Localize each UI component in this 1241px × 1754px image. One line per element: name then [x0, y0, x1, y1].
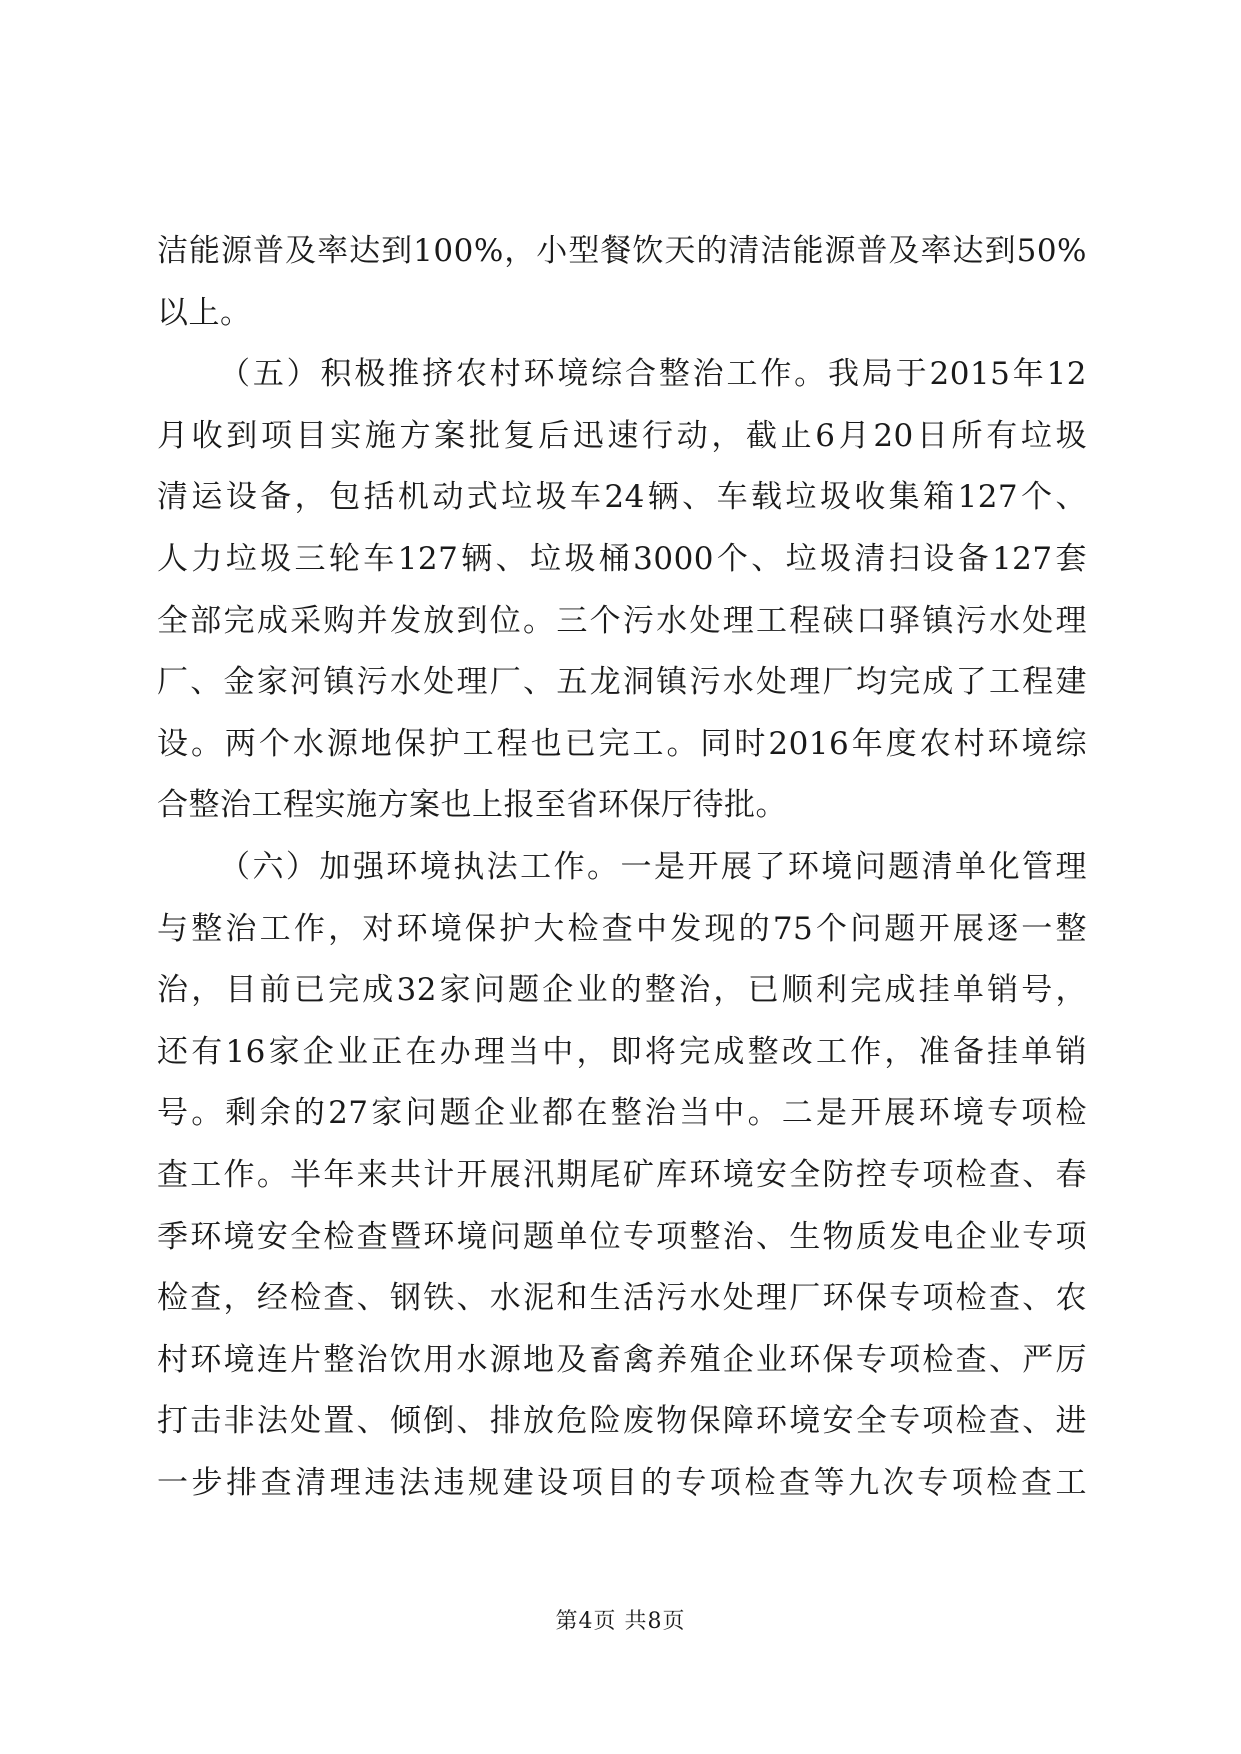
text-line: 清运设备，包括机动式垃圾车24辆、车载垃圾收集箱127个、	[157, 479, 1087, 516]
text-line: 以上。	[157, 294, 252, 331]
text-line: 号。剩余的27家问题企业都在整治当中。二是开展环境专项检	[157, 1095, 1087, 1132]
text-line: 设。两个水源地保护工程也已完工。同时2016年度农村环境综	[157, 725, 1087, 762]
text-line: 还有16家企业正在办理当中，即将完成整改工作，准备挂单销	[157, 1033, 1087, 1070]
text-line: 治，目前已完成32家问题企业的整治，已顺利完成挂单销号，	[157, 972, 1087, 1009]
text-line: 厂、金家河镇污水处理厂、五龙洞镇污水处理厂均完成了工程建	[157, 664, 1087, 701]
text-line: 全部完成采购并发放到位。三个污水处理工程硖口驿镇污水处理	[157, 602, 1087, 639]
text-line: 洁能源普及率达到100%，小型餐饮天的清洁能源普及率达到50%	[157, 233, 1087, 269]
text-line: 村环境连片整治饮用水源地及畜禽养殖企业环保专项检查、严厉	[157, 1341, 1087, 1378]
text-line: 合整治工程实施方案也上报至省环保厅待批。	[157, 787, 787, 824]
text-line: 与整治工作，对环境保护大检查中发现的75个问题开展逐一整	[157, 910, 1087, 947]
text-line: 打击非法处置、倾倒、排放危险废物保障环境安全专项检查、进	[157, 1403, 1087, 1440]
page-footer: 第4页 共8页	[555, 1609, 686, 1634]
text-line: 查工作。半年来共计开展汛期尾矿库环境安全防控专项检查、春	[157, 1156, 1087, 1193]
text-line: （六）加强环境执法工作。一是开展了环境问题清单化管理	[219, 848, 1087, 885]
text-line: 月收到项目实施方案批复后迅速行动，截止6月20日所有垃圾	[157, 417, 1087, 454]
text-line: （五）积极推挤农村环境综合整治工作。我局于2015年12	[219, 356, 1087, 393]
text-line: 人力垃圾三轮车127辆、垃圾桶3000个、垃圾清扫设备127套	[157, 540, 1087, 577]
text-line: 一步排查清理违法违规建设项目的专项检查等九次专项检查工	[157, 1464, 1087, 1501]
text-line: 检查，经检查、钢铁、水泥和生活污水处理厂环保专项检查、农	[157, 1280, 1087, 1317]
text-line: 季环境安全检查暨环境问题单位专项整治、生物质发电企业专项	[157, 1218, 1087, 1255]
body-text	[157, 228, 1087, 1521]
